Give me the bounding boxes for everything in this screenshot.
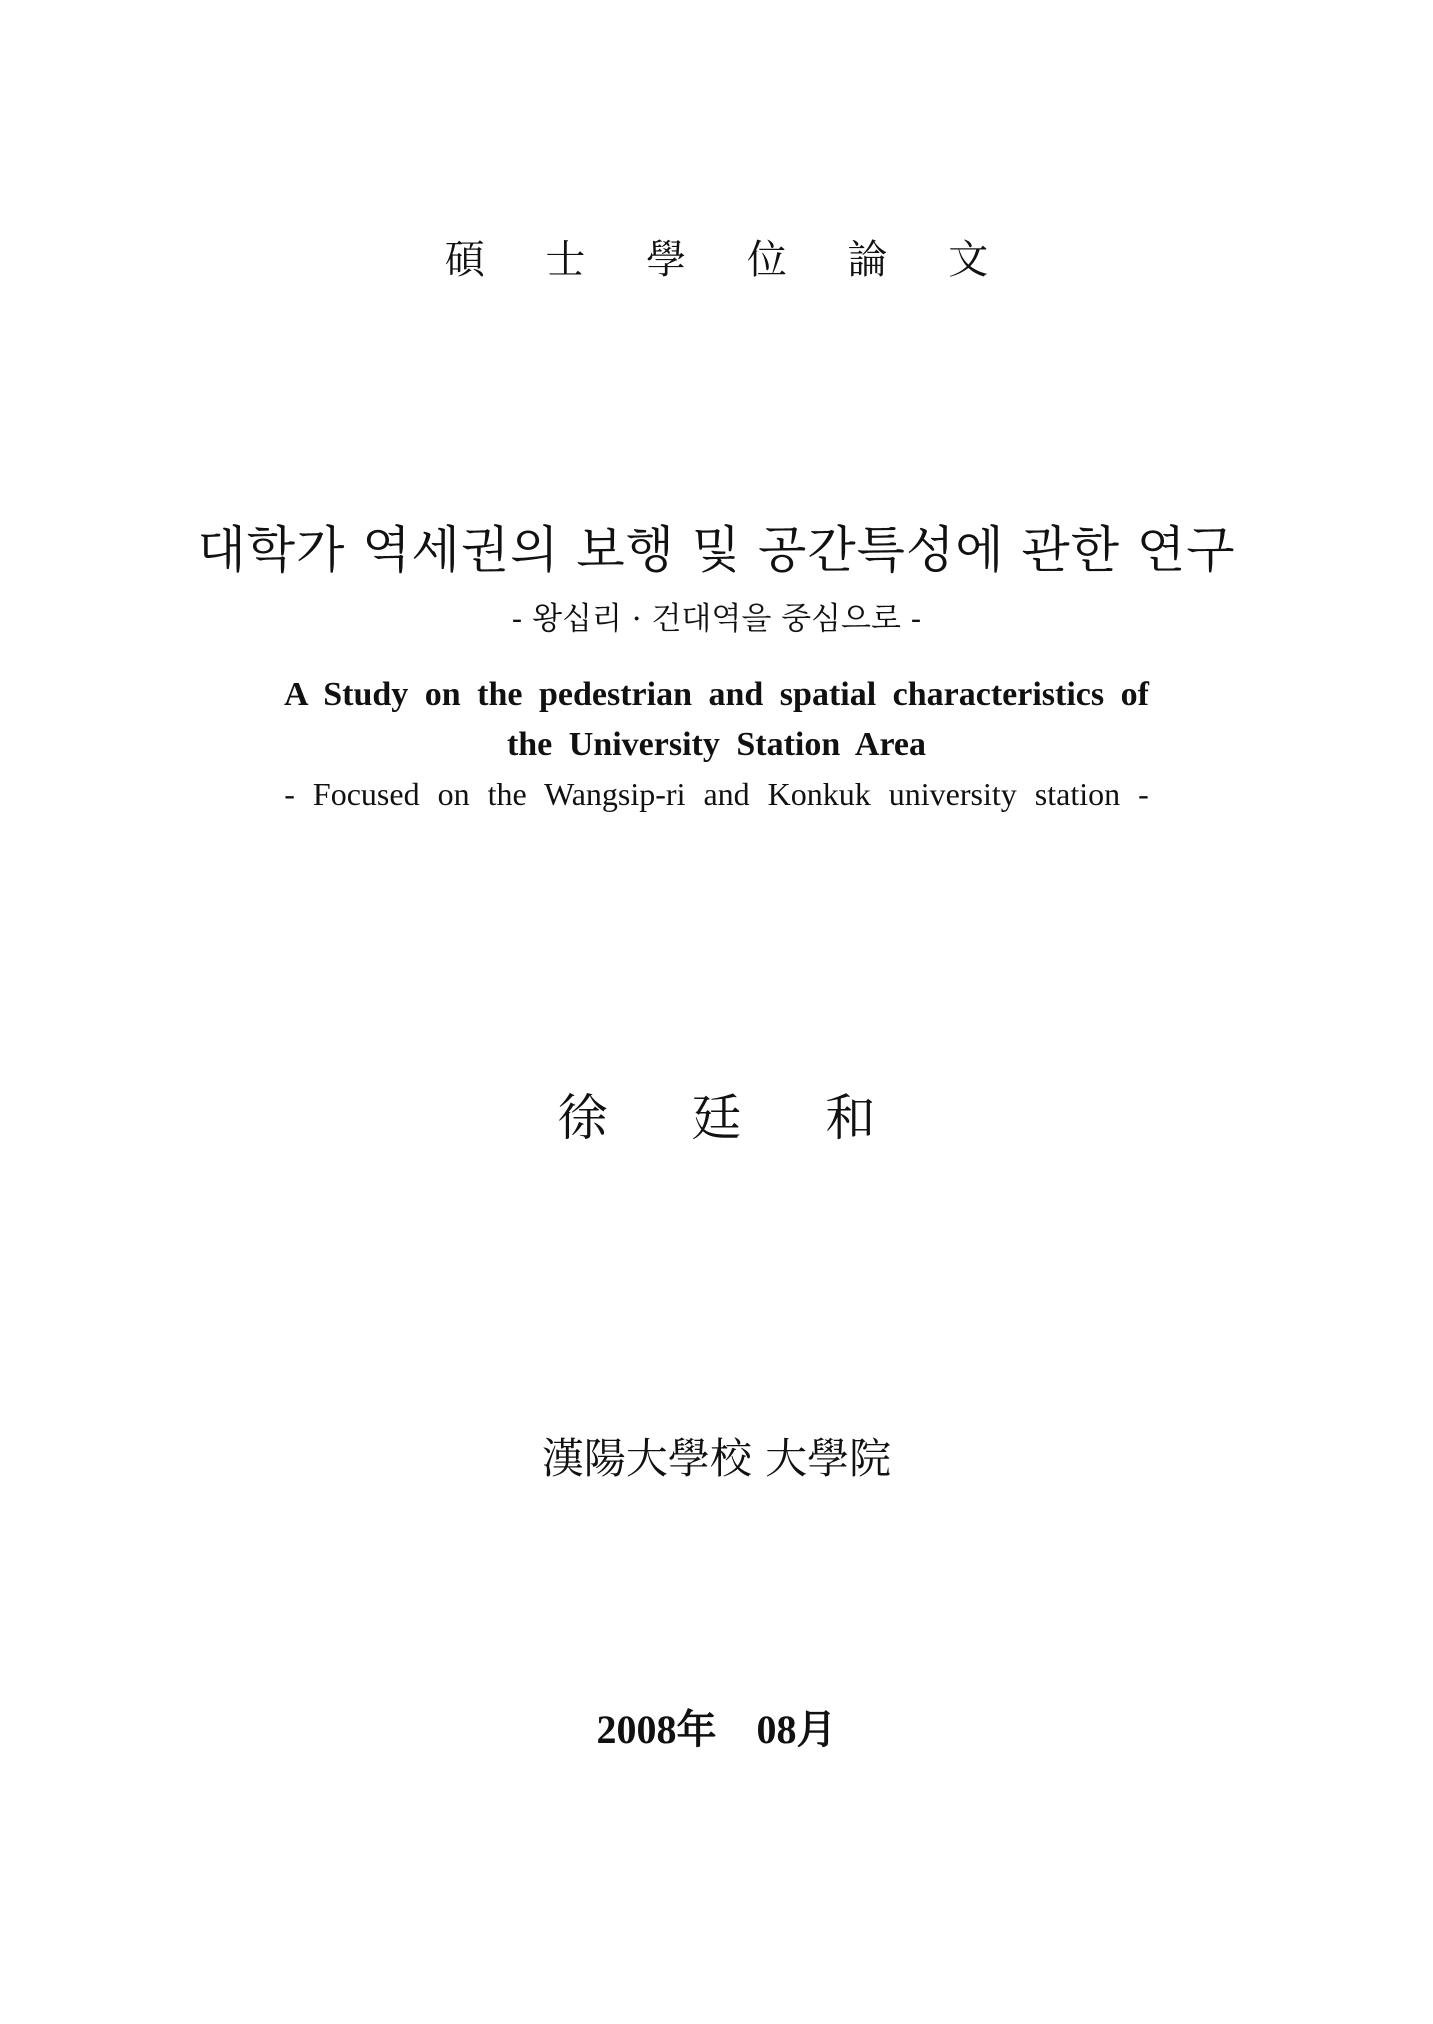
author-name: 徐 廷 和 [557,1089,910,1147]
institution-name: 漢陽大學校 大學院 [541,1434,892,1483]
degree-label: 碩 士 學 位 論 文 [444,237,1013,283]
english-title-line-2: the University Station Area [506,726,927,763]
english-subtitle: - Focused on the Wangsip-ri and Konkuk university station - [284,776,1149,812]
english-title-line-1: A Study on the pedestrian and spatial characteristics of [284,676,1149,713]
submission-year: 2008年 [596,1707,717,1752]
submission-date [0,1698,1433,1755]
korean-subtitle: - 왕십리 · 건대역을 중심으로 - [511,601,922,637]
korean-title: 대학가 역세권의 보행 및 공간특성에 관한 연구 [197,521,1236,579]
submission-month: 08月 [756,1707,837,1752]
